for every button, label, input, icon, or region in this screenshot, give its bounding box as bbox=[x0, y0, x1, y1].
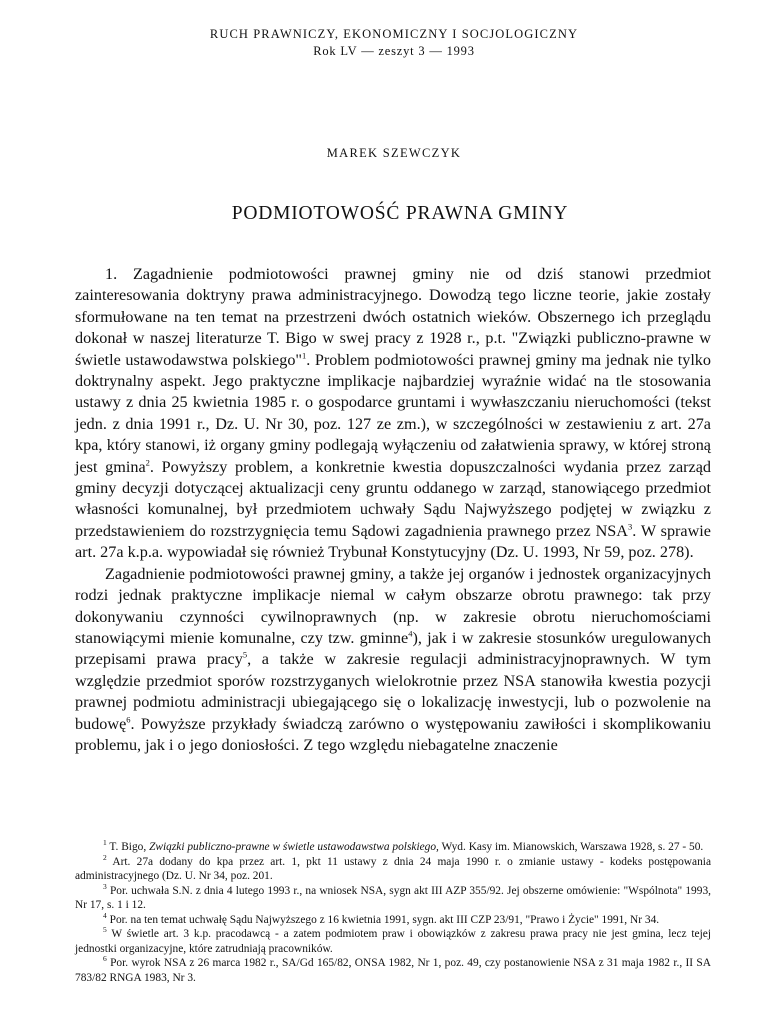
footnote-4: $^4$ Por. na ten temat uchwałę Sądu Najwyższego z 16 kwietnia 1991, sygn. akt III CZP 23/91, "Prawo i Życie" 1991, Nr 34. bbox=[103, 910, 660, 926]
footnote-2: $^2$ Art. 27a dodany do kpa przez art. 1, pkt 11 ustawy z dnia 24 maja 1990 r. o zmianie ustawy - kodeks postępowania administracyjnego (Dz. U. Nr 34, poz. 201. bbox=[75, 852, 711, 882]
footnote-1: $^1$ T. Bigo, Związki publiczno-prawne w świetle ustawodawstwa polskiego, Wyd. Kasy im. Mianowskich, Warszawa 1928, s. 27 - 50. bbox=[103, 838, 704, 853]
cited-work-title: Związki publiczno-prawne w świetle ustawodawstwa polskiego, bbox=[149, 841, 439, 853]
body-text bbox=[75, 264, 711, 756]
footnote-3: $^3$ Por. uchwała S.N. z dnia 4 lutego 1993 r., na wniosek NSA, sygn akt III AZP 355/92. Jej obszerne omówienie: "Wspólnota" 1993, Nr 17, s. 1 i 12. bbox=[75, 881, 711, 911]
footnote-number: 4 bbox=[103, 910, 107, 920]
paragraph-2: Zagadnienie podmiotowości prawnej gminy, a także jej organów i jednostek organizacyjnych rodzi jednak praktyczne implikacje niemal w całym obszarze obrotu prawnego: tak przy dokonywaniu czynności cywilnoprawnych (np. w zakresie obrotu nieruchomościami stanowiącymi mienie komunalne, czy tzw. gminne$^4$), jak i w zakresie stosunków uregulowanych przepisami prawa pracy$^5$, a także w zakresie regulacji administracyjnoprawnych. W tym względzie przedmiot sporów rozstrzyganych wielokrotnie przez NSA stanowiła kwestia pozycji prawnej podmiotu administracji ubiegającego się o lokalizację inwestycji, lub o pozwolenie na budowę$^6$. Powyższe przykłady świadczą zarówno o występowaniu zawiłości i skomplikowaniu problemu, jak i o jego doniosłości. Z tego względu niebagatelne znaczenie bbox=[75, 564, 711, 754]
footnote-ref-6[interactable]: 6 bbox=[126, 714, 131, 725]
footnote-6: $^6$ Por. wyrok NSA z 26 marca 1982 r., SA/Gd 165/82, ONSA 1982, Nr 1, poz. 49, czy postanowienie NSA z 31 maja 1982 r., II SA 783/82 RNGA 1983, Nr 3. bbox=[75, 954, 711, 984]
footnote-ref-5[interactable]: 5 bbox=[242, 649, 248, 660]
footnote-ref-2[interactable]: 2 bbox=[145, 457, 150, 468]
footnote-number: 5 bbox=[103, 925, 107, 935]
article-title: PODMIOTOWOŚĆ PRAWNA GMINY bbox=[231, 203, 569, 224]
footnote-number: 3 bbox=[103, 881, 107, 891]
footnote-ref-4[interactable]: 4 bbox=[408, 628, 413, 639]
footnote-number: 6 bbox=[103, 954, 107, 964]
footnote-ref-1[interactable]: 1 bbox=[302, 350, 307, 361]
journal-title: RUCH PRAWNICZY, EKONOMICZNY I SOCJOLOGICZNY bbox=[209, 27, 579, 41]
footnote-ref-3[interactable]: 3 bbox=[627, 521, 633, 532]
paragraph-1: 1. Zagadnienie podmiotowości prawnej gminy nie od dziś stanowi przedmiot zainteresowania doktryny prawa administracyjnego. Dowodzą tego liczne teorie, jakie zostały sformułowane na ten temat na przestrzeni dwóch ostatnich wieków. Obszernego ich przeglądu dokonał w naszej literaturze T. Bigo w swej pracy z 1928 r., p.t. "Związki publiczno-prawne w świetle ustawodawstwa polskiego"$^1$. Problem podmiotowości prawnej gminy ma jednak nie tylko doktrynalny aspekt. Jego praktyczne implikacje najbardziej wyraźnie widać na tle stosowania ustawy z dnia 25 kwietnia 1985 r. o gospodarce gruntami i wywłaszczaniu nieruchomości (tekst jedn. z dnia 1991 r., Dz. U. Nr 30, poz. 127 ze zm.), w szczególności w zestawieniu z art. 27a kpa, który stanowi, iż organy gminy podlegają wyłączeniu od załatwienia sprawy, w której stroną jest gmina$^2$. Powyższy problem, a konkretnie kwestia dopuszczalności wydania przez zarząd gminy decyzji dotyczącej aktualizacji ceny gruntu oddanego w zarząd, stanowiącego przedmiot własności komunalnej, był przedmiotem uchwały Sądu Najwyższego podjętej w związku z przedstawieniem do rozstrzygnięcia temu Sądowi zagadnienia prawnego przez NSA$^3$. W sprawie art. 27a k.p.a. wypowiadał się również Trybunał Konstytucyjny (Dz. U. 1993, Nr 59, poz. 278). bbox=[75, 265, 711, 562]
footnote-number: 1 bbox=[103, 838, 107, 848]
footnote-5: $^5$ W świetle art. 3 k.p. pracodawcą - a zatem podmiotem praw i obowiązków z zakresu prawa pracy nie jest gmina, lecz tejej jednostki organizacyjne, które zatrudniają pracowników. bbox=[75, 925, 711, 955]
footnotes bbox=[75, 840, 711, 985]
issue-line: Rok LV — zeszyt 3 — 1993 bbox=[313, 44, 475, 58]
footnote-number: 2 bbox=[103, 852, 107, 862]
author-name: MAREK SZEWCZYK bbox=[326, 146, 462, 160]
